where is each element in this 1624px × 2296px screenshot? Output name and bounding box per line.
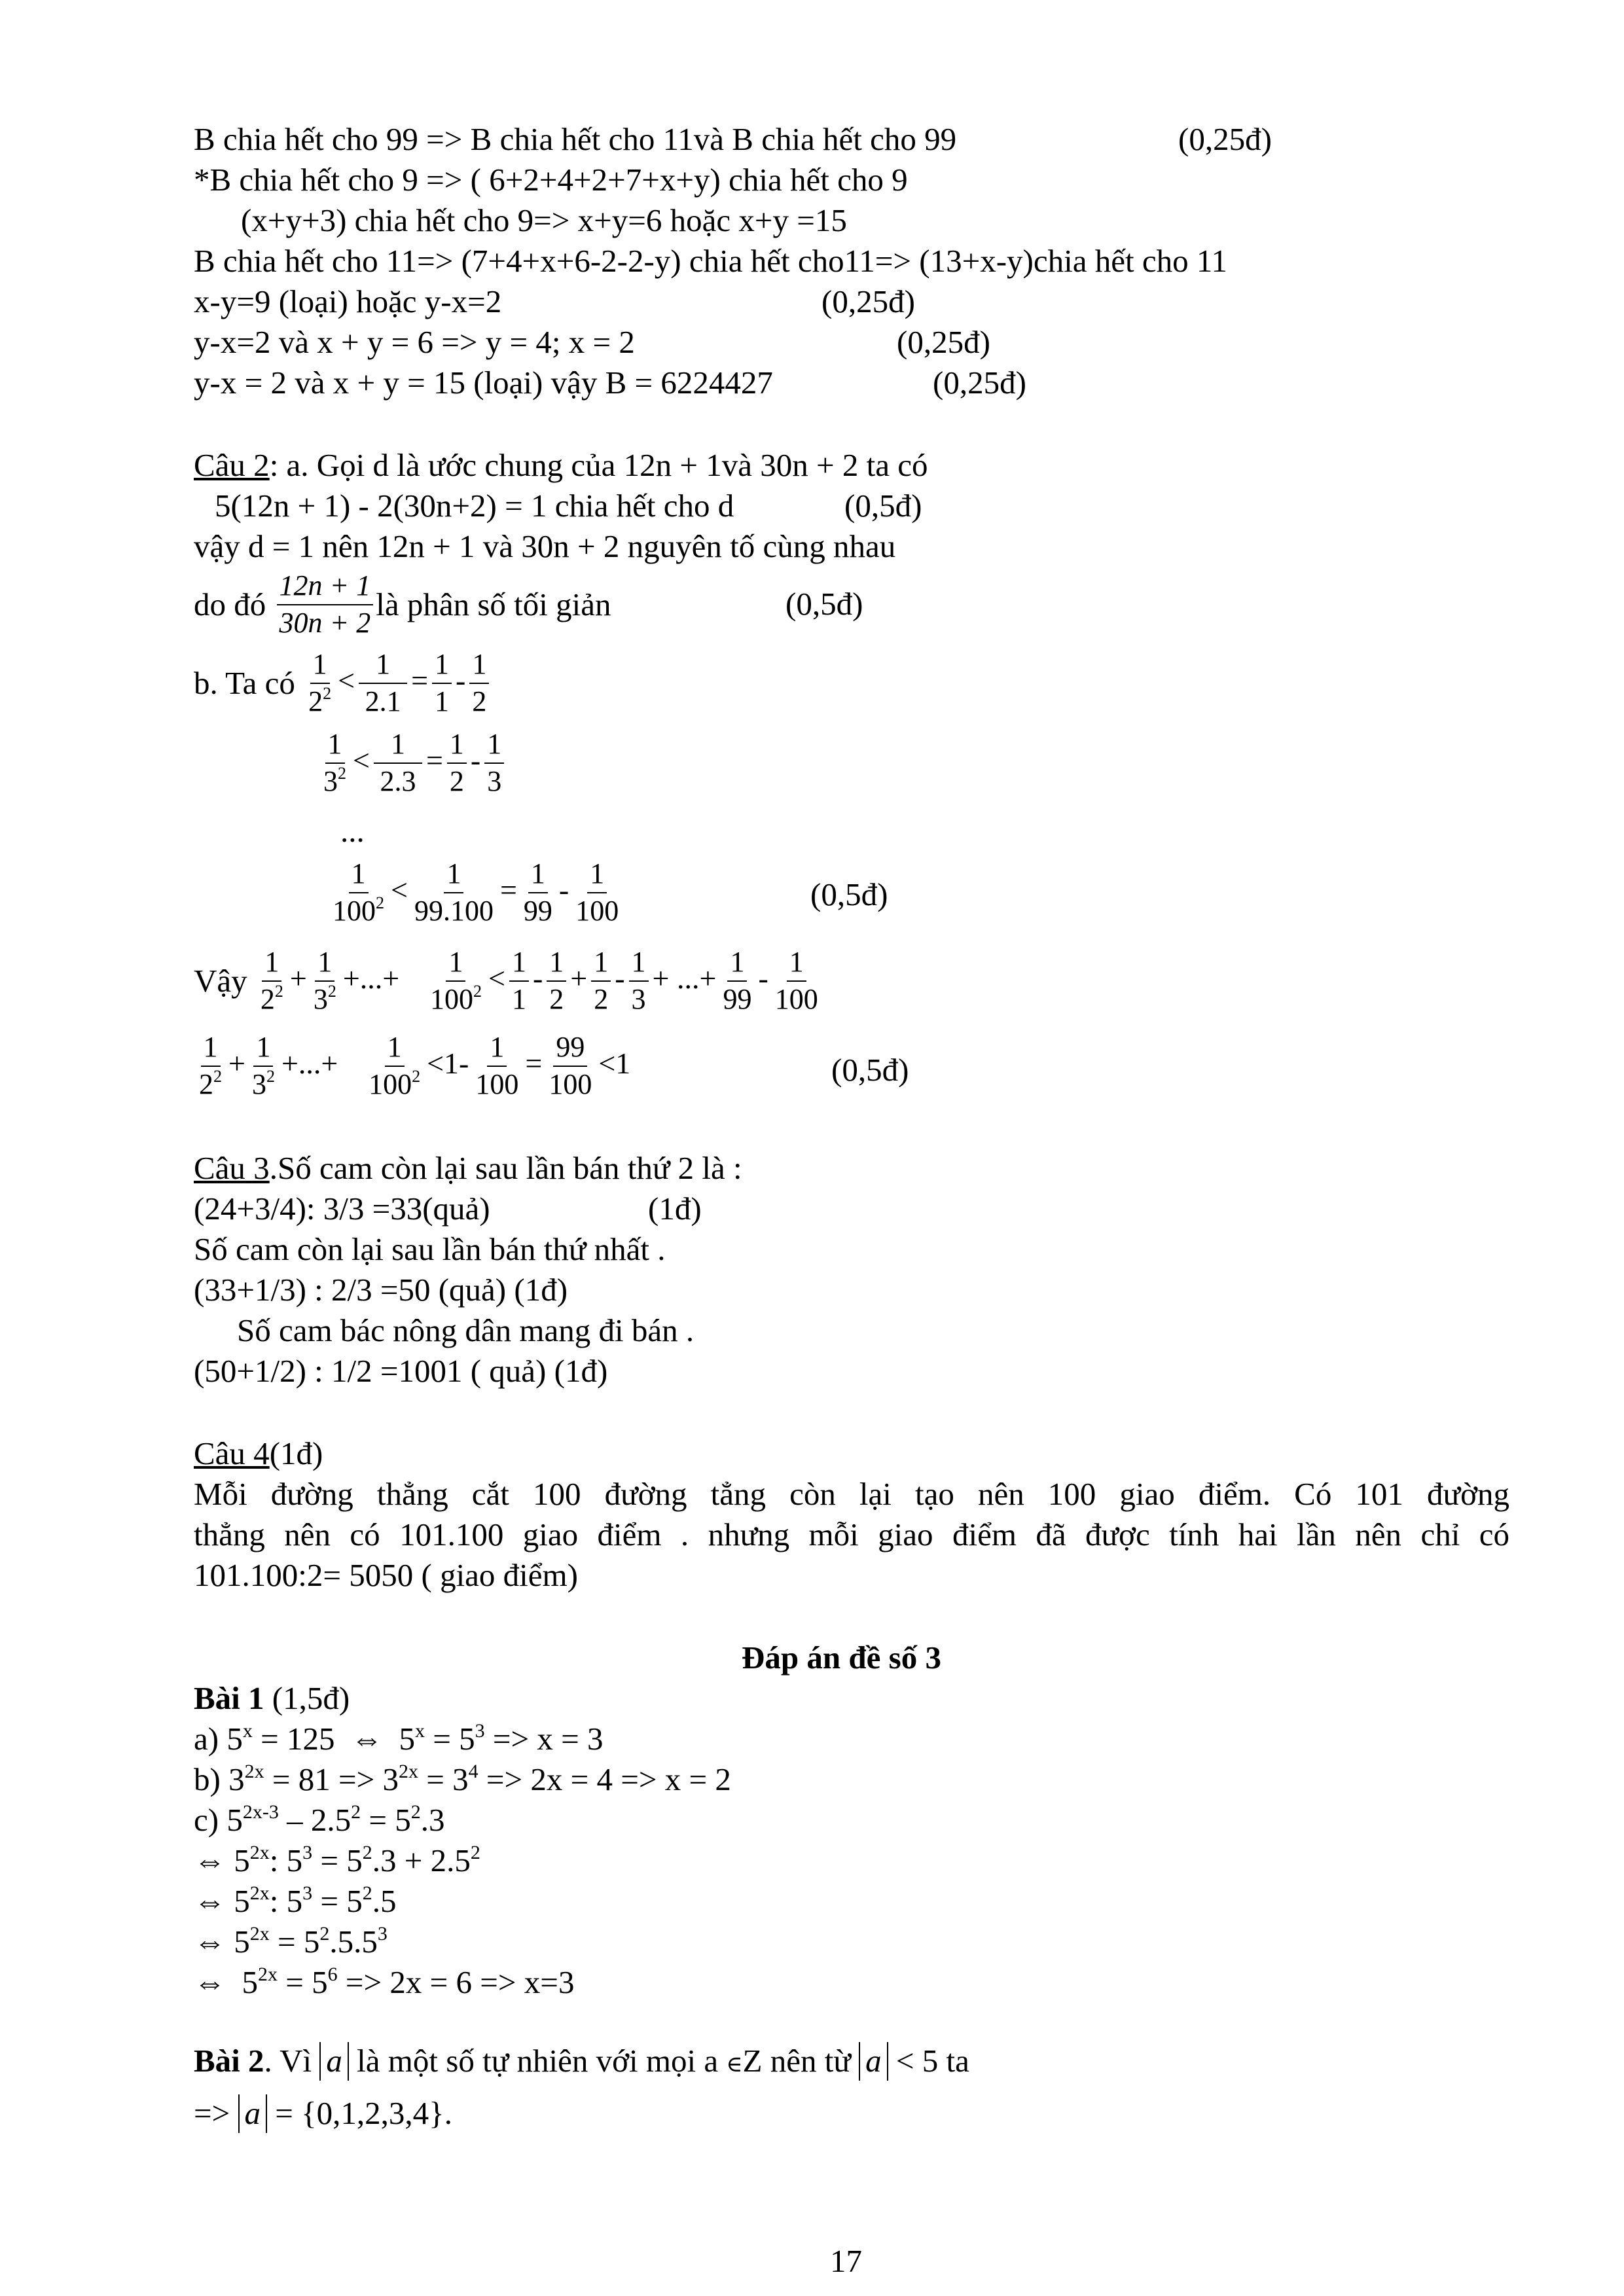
sum-line: Vậy $\frac{1}{2^2}$ + $\frac{1}{3^2}$ +...+ $\frac{1}{100^2}$ < $\frac{1}{1}$ - $\frac{1}{2}$ + $\frac{1}{2}$ - $\frac{1}{3}$ + ...+ $\frac{1}{99}$ - $\frac{1}{100}$ [194, 946, 818, 1015]
frac-denominator: 30n + 2 [279, 606, 371, 639]
cau3-line-6: (50+1/2) : 1/2 =1001 ( quả) (1đ) [194, 1353, 608, 1389]
cau2-line-2: 5(12n + 1) - 2(30n+2) = 1 chia hết cho d [215, 488, 734, 524]
abs-a: a [319, 2042, 349, 2081]
bai2-label: Bài 2 [194, 2043, 264, 2079]
frac-1-2sq: $\frac{1}{2^2}$ [308, 648, 332, 717]
ineq-1: b. Ta có $\frac{1}{2^2}$ < $\frac{1}{2.1}$ = $\frac{1}{1}$ - $\frac{1}{2}$ [194, 648, 492, 718]
cau2-line-4 [194, 569, 611, 639]
ineq-2: $\frac{1}{3^2}$ < $\frac{1}{2.3}$ = $\frac{1}{2}$ - $\frac{1}{3}$ [318, 728, 507, 798]
cau4-para-2: thẳng nên có 101.100 giao điểm . nhưng mỗi giao điểm đã được tính hai lần nên chỉ có [194, 1516, 1509, 1552]
bai1-score: (1,5đ) [272, 1680, 350, 1716]
cau3-line-1 [194, 1152, 742, 1184]
element-of-symbol: ∈ [726, 2053, 743, 2077]
ineq-3: $\frac{1}{100^2}$ < $\frac{1}{99.100}$ = $\frac{1}{99}$ - $\frac{1}{100}$ [327, 857, 624, 927]
cau3-line-2: (24+3/4): 3/3 =33(quả) [194, 1191, 490, 1227]
cau3-line-5: Số cam bác nông dân mang đi bán . [237, 1312, 695, 1348]
bai2-set: = {0,1,2,3,4}. [275, 2095, 452, 2131]
cau4-label: Câu 4 [194, 1435, 270, 1471]
frac-1-2b: $\frac{1}{2}$ [447, 728, 467, 798]
bai1-a: a) $5^x = 125$ ⇔ $5^x = 5^3 => x = 3$ [194, 1719, 604, 1757]
bai1-c-step1: ⇔ $5^{2x}$: $5^3 = 5^2.3 + 2.5^2$ [194, 1841, 480, 1878]
line-6: y-x=2 và x + y = 6 => y = 4; x = 2 [194, 324, 635, 360]
bai2-implies: => [194, 2095, 230, 2131]
final-ineq: $\frac{1}{2^2}$ + $\frac{1}{3^2}$ +...+ $\frac{1}{100^2}$ <1- $\frac{1}{100}$ = $\frac{99}{100}$ <1 [199, 1031, 631, 1100]
bai2-text-2: là một số tự nhiên với mọi a [357, 2043, 719, 2079]
frac-1-99: $\frac{1}{99}$ [523, 857, 552, 927]
frac-1-2x3: $\frac{1}{2.3}$ [374, 728, 422, 798]
bai1-b: b) $3^{2x} = 81 => 3^{2x} = 3^4 => 2x = 4 => x = 2$ [194, 1760, 731, 1797]
vay: Vậy [194, 963, 247, 999]
bai1-c: c) $5^{2x-3} - 2.5^2 = 5^2.3$ [194, 1801, 445, 1838]
ellipsis: ... [340, 813, 365, 849]
cau2-toi-gian: là phân số tối giản [376, 586, 611, 623]
line-5: x-y=9 (loại) hoặc y-x=2 [194, 283, 502, 319]
frac-numerator: 12n + 1 [277, 569, 374, 605]
abs-a-3: a [238, 2094, 268, 2133]
bai1-heading [194, 1682, 350, 1714]
bai1-c-step2: ⇔ $5^{2x}$: $5^3 = 5^2.5$ [194, 1882, 397, 1919]
abs-a-2: a [859, 2042, 888, 2081]
bai2-line-1 [194, 2042, 969, 2081]
cau2-doDo: do đó [194, 586, 266, 623]
cau2-label: Câu 2 [194, 447, 270, 483]
cau3-score-1: (1đ) [648, 1191, 702, 1227]
section-heading: Đáp án đề số 3 [742, 1640, 941, 1676]
page-number: 17 [830, 2243, 862, 2279]
cau2-line-3: vậy d = 1 nên 12n + 1 và 30n + 2 nguyên tố cùng nhau [194, 528, 896, 564]
frac-1-100: $\frac{1}{100}$ [575, 857, 619, 927]
bai1-c-step4: ⇔ $5^{2x} = 5^6 => 2x = 6 => x=3$ [194, 1963, 575, 2000]
cau4-score: (1đ) [269, 1435, 323, 1471]
frac-1-3: $\frac{1}{3}$ [484, 728, 504, 798]
cau2-line-1 [194, 449, 928, 481]
bai1-label: Bài 1 [194, 1680, 264, 1716]
line-4: B chia hết cho 11=> (7+4+x+6-2-2-y) chia hết cho11=> (13+x-y)chia hết cho 11 [194, 243, 1228, 279]
bai2-text-3: Z nên từ [742, 2043, 851, 2079]
line-7: y-x = 2 và x + y = 15 (loại) vậy B = 6224427 [194, 365, 773, 401]
cau4-heading [194, 1437, 323, 1469]
line-2: *B chia hết cho 9 => ( 6+2+4+2+7+x+y) chia hết cho 9 [194, 162, 908, 198]
cau3-line-3: Số cam còn lại sau lần bán thứ nhất . [194, 1231, 666, 1267]
frac-1-99x100: $\frac{1}{99.100}$ [414, 857, 494, 927]
bai2-vi: . Vì [264, 2043, 312, 2079]
line-1: B chia hết cho 99 => B chia hết cho 11và B chia hết cho 99 [194, 121, 957, 157]
score-ineq: (0,5đ) [810, 876, 888, 912]
cau2-score-2: (0,5đ) [785, 586, 863, 622]
score-5: (0,25đ) [821, 283, 915, 319]
cau4-para-1: Mỗi đường thẳng cắt 100 đường tẳng còn lại tạo nên 100 giao điểm. Có 101 đường [194, 1476, 1509, 1512]
cau3-text-1: .Số cam còn lại sau lần bán thứ 2 là : [269, 1150, 742, 1186]
score-1: (0,25đ) [1178, 121, 1272, 157]
frac-1-3sq: $\frac{1}{3^2}$ [323, 728, 346, 797]
score-7: (0,25đ) [933, 365, 1026, 401]
score-6: (0,25đ) [897, 324, 990, 360]
frac-1-2x1: $\frac{1}{2.1}$ [359, 648, 407, 718]
cau3-line-4: (33+1/3) : 2/3 =50 (quả) (1đ) [194, 1272, 568, 1308]
fraction-12n-30n [277, 569, 374, 639]
bai1-c-step3: ⇔ $5^{2x} = 5^2.5.5^3$ [194, 1922, 388, 1960]
bai2-line-2 [194, 2094, 452, 2133]
line-3: (x+y+3) chia hết cho 9=> x+y=6 hoặc x+y =15 [241, 202, 847, 238]
bai2-text-4: < 5 ta [895, 2043, 969, 2079]
frac-1-100sq: $\frac{1}{100^2}$ [333, 857, 384, 927]
cau4-para-3: 101.100:2= 5050 ( giao điểm) [194, 1557, 578, 1593]
cau3-label: Câu 3 [194, 1150, 270, 1186]
ta-co: b. Ta có [194, 665, 295, 702]
frac-1-2: $\frac{1}{2}$ [469, 648, 489, 718]
score-final: (0,5đ) [831, 1052, 909, 1088]
cau2-score-1: (0,5đ) [844, 488, 922, 524]
frac-1-1: $\frac{1}{1}$ [432, 648, 452, 718]
cau2-text-1: : a. Gọi d là ước chung của 12n + 1và 30n + 2 ta có [269, 447, 928, 483]
